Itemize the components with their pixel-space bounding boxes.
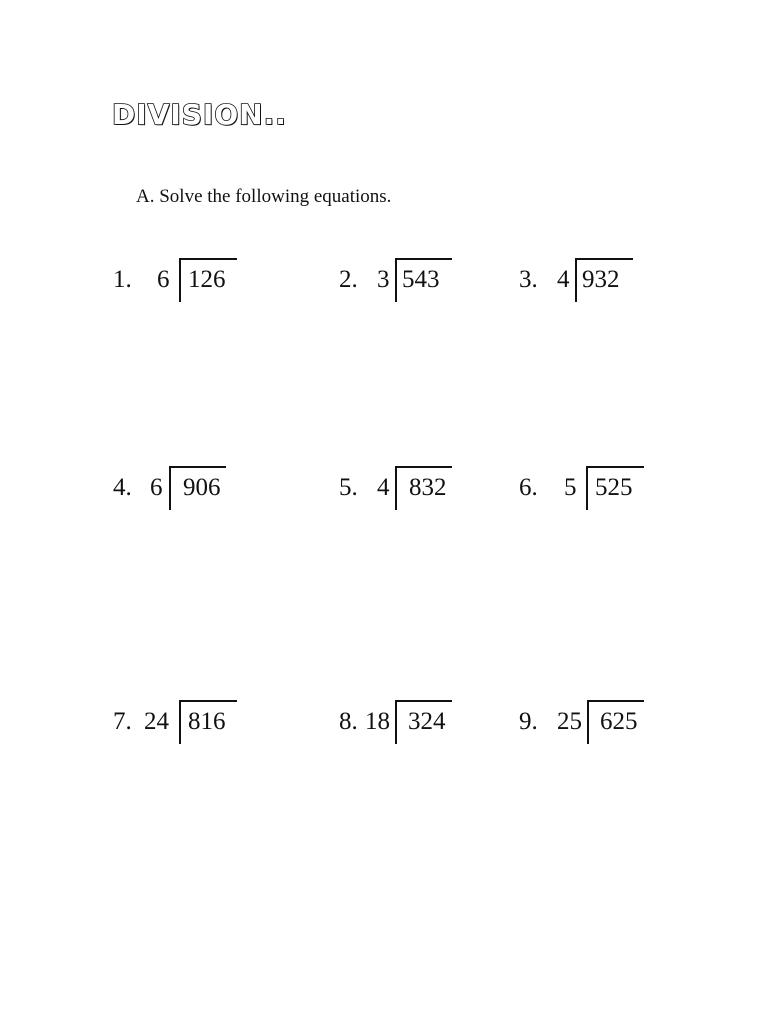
problem-number: 8.	[339, 708, 358, 735]
instruction-text: A. Solve the following equations.	[136, 186, 392, 207]
problem-dividend: 625	[600, 708, 638, 735]
problem-divisor: 4	[557, 266, 570, 293]
problem-dividend: 932	[582, 266, 620, 293]
problem-9	[519, 698, 649, 748]
problem-number: 3.	[519, 266, 538, 293]
problem-number: 2.	[339, 266, 358, 293]
problem-divisor: 3	[377, 266, 390, 293]
problem-dividend: 816	[188, 708, 226, 735]
problem-number: 9.	[519, 708, 538, 735]
problem-divisor: 18	[365, 708, 390, 735]
problem-divisor: 5	[564, 474, 577, 501]
problem-7	[113, 698, 243, 748]
problem-dividend: 525	[595, 474, 633, 501]
problem-divisor: 4	[377, 474, 390, 501]
problem-dividend: 832	[409, 474, 447, 501]
problem-dividend: 543	[402, 266, 440, 293]
problem-6	[519, 464, 649, 514]
problem-8	[339, 698, 459, 748]
problem-1	[113, 256, 243, 306]
problem-number: 1.	[113, 266, 132, 293]
problem-2	[339, 256, 459, 306]
problem-dividend: 906	[183, 474, 221, 501]
problem-3	[519, 256, 639, 306]
problem-number: 5.	[339, 474, 358, 501]
problem-divisor: 25	[557, 708, 582, 735]
problem-4	[113, 464, 233, 514]
problem-number: 6.	[519, 474, 538, 501]
page-title: DIVISION..	[112, 98, 287, 131]
problem-number: 7.	[113, 708, 132, 735]
problem-divisor: 6	[150, 474, 163, 501]
problem-dividend: 324	[408, 708, 446, 735]
problem-dividend: 126	[188, 266, 226, 293]
problem-number: 4.	[113, 474, 132, 501]
problem-divisor: 6	[157, 266, 170, 293]
problem-5	[339, 464, 459, 514]
problem-divisor: 24	[144, 708, 169, 735]
